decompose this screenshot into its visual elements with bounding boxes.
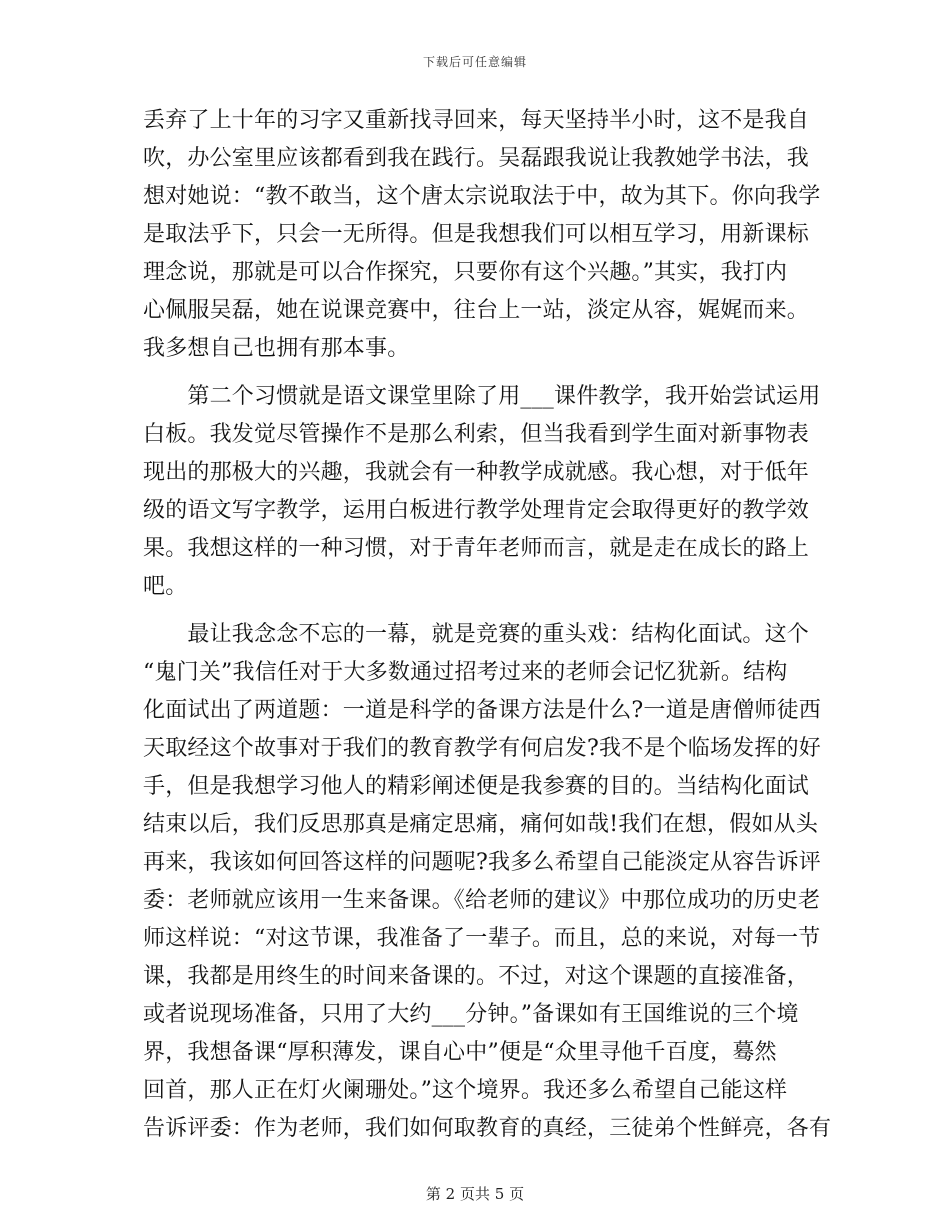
text-line: 界，我想备课“厚积薄发，课自心中”便是“众里寻他千百度，蓦然 [143, 1040, 777, 1065]
text-line: 理念说，那就是可以合作探究，只要你有这个兴趣。”其实，我打内 [143, 260, 788, 285]
text-line: 现出的那极大的兴趣，我就会有一种教学成就感。我心想，对于低年 [143, 460, 810, 485]
paragraph-3 [143, 616, 832, 1148]
text-line: 手，但是我想学习他人的精彩阐述便是我参赛的目的。当结构化面试 [143, 774, 810, 799]
text-line: 白板。我发觉尽管操作不是那么利索，但当我看到学生面对新事物表 [143, 422, 810, 447]
text-line: 再来，我该如何回答这样的问题呢?我多么希望自己能淡定从容告诉评 [143, 850, 821, 875]
text-line: 丢弃了上十年的习字又重新找寻回来，每天坚持半小时，这不是我自 [143, 108, 810, 133]
text-line: 委：老师就应该用一生来备课。《给老师的建议》中那位成功的历史老 [143, 888, 821, 913]
text-line: 化面试出了两道题：一道是科学的备课方法是什么?一道是唐僧师徒西 [143, 698, 821, 723]
page-footer: 第 2 页共 5 页 [425, 1185, 525, 1203]
text-line: 师这样说：“对这节课，我准备了一辈子。而且，总的来说，对每一节 [143, 926, 821, 951]
text-line: 吧。 [143, 574, 188, 599]
text-line: 级的语文写字教学，运用白板进行教学处理肯定会取得更好的教学效 [143, 498, 810, 523]
paragraph-1 [143, 102, 821, 368]
text-line: 吹，办公室里应该都看到我在践行。吴磊跟我说让我教她学书法，我 [143, 146, 810, 171]
page-header: 下载后可任意编辑 [422, 55, 527, 69]
paragraph-2 [143, 378, 821, 606]
paragraph-spacer [143, 368, 807, 378]
text-line: 果。我想这样的一种习惯，对于青年老师而言，就是走在成长的路上 [143, 536, 810, 561]
text-line: 我多想自己也拥有那本事。 [143, 336, 410, 361]
text-line: 结束以后，我们反思那真是痛定思痛，痛何如哉!我们在想，假如从头 [143, 812, 819, 837]
text-line: 心佩服吴磊，她在说课竞赛中，往台上一站，淡定从容，娓娓而来。 [143, 298, 810, 323]
text-line: 是取法乎下，只会一无所得。但是我想我们可以相互学习，用新课标 [143, 222, 810, 247]
text-line: 想对她说：“教不敢当，这个唐太宗说取法于中，故为其下。你向我学 [143, 184, 821, 209]
text-line: 最让我念念不忘的一幕，就是竞赛的重头戏：结构化面试。这个 [143, 622, 810, 647]
text-line: 或者说现场准备，只用了大约___分钟。”备课如有王国维说的三个境 [143, 1002, 799, 1027]
text-line: 告诉评委：作为老师，我们如何取教育的真经，三徒弟个性鲜亮，各有 [143, 1116, 832, 1141]
document-body [143, 102, 832, 1148]
text-line: 课，我都是用终生的时间来备课的。不过，对这个课题的直接准备， [143, 964, 810, 989]
paragraph-spacer [143, 606, 807, 616]
text-line: “鬼门关”我信任对于大多数通过招考过来的老师会记忆犹新。结构 [143, 660, 788, 685]
text-line: 天取经这个故事对于我们的教育教学有何启发?我不是个临场发挥的好 [143, 736, 821, 761]
text-line: 第二个习惯就是语文课堂里除了用___课件教学，我开始尝试运用 [143, 384, 821, 409]
text-line: 回首，那人正在灯火阑珊处。”这个境界。我还多么希望自己能这样 [143, 1078, 788, 1103]
